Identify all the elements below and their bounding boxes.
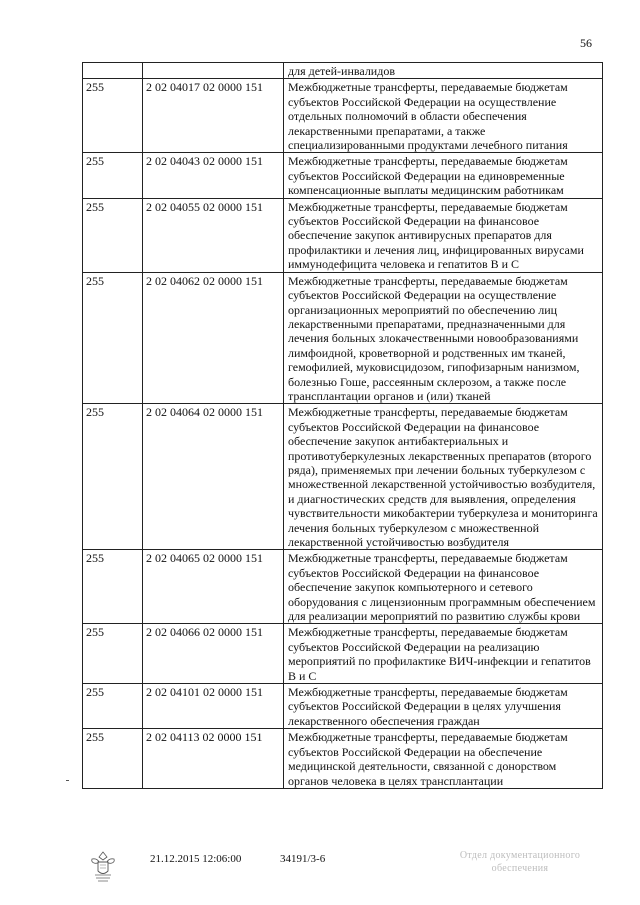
admin-code-cell: 255 [83, 79, 143, 153]
table-row [83, 404, 603, 550]
description-cell: для детей-инвалидов [284, 63, 603, 79]
kbk-code-cell: 2 02 04055 02 0000 151 [143, 198, 284, 272]
document-datetime: 21.12.2015 12:06:00 [150, 853, 242, 865]
description-cell: Межбюджетные трансферты, передаваемые бюджетам субъектов Российской Федерации на единовременные компенсационные выплаты медицинским работникам [284, 153, 603, 198]
budget-classification-table [82, 62, 603, 789]
department-stamp [440, 849, 600, 875]
kbk-code-cell [143, 63, 284, 79]
document-footer [0, 849, 640, 889]
admin-code-cell: 255 [83, 272, 143, 404]
page-number: 56 [580, 36, 592, 50]
admin-code-cell: 255 [83, 153, 143, 198]
kbk-code-cell: 2 02 04017 02 0000 151 [143, 79, 284, 153]
admin-code-cell [83, 63, 143, 79]
margin-tick-mark [66, 780, 69, 781]
admin-code-cell: 255 [83, 198, 143, 272]
admin-code-cell: 255 [83, 729, 143, 789]
department-line: Отдел документационного [459, 850, 581, 861]
description-cell: Межбюджетные трансферты, передаваемые бюджетам субъектов Российской Федерации на финансовое обеспечение закупок антибактериальных и противотуберкулезных лекарственных препаратов (второго ряда), применяемых при лечении больных туберкулезом с множественной лекарственной устойчивостью возбудителя, и диагностических средств для выявления, определения чувствительности микобактерии туберкулеза и мониторинга лечения больных туберкулезом с множественной лекарственной устойчивостью возбудителя [284, 404, 603, 550]
table-row [83, 624, 603, 684]
description-cell: Межбюджетные трансферты, передаваемые бюджетам субъектов Российской Федерации на финансовое обеспечение закупок антивирусных препаратов для профилактики и лечения лиц, инфицированных вирусами иммунодефицита человека и гепатитов В и С [284, 198, 603, 272]
kbk-code-cell: 2 02 04043 02 0000 151 [143, 153, 284, 198]
table-row [83, 153, 603, 198]
description-cell: Межбюджетные трансферты, передаваемые бюджетам субъектов Российской Федерации на реализацию мероприятий по профилактике ВИЧ-инфекции и гепатитов В и С [284, 624, 603, 684]
table-row [83, 198, 603, 272]
table-row [83, 272, 603, 404]
description-cell: Межбюджетные трансферты, передаваемые бюджетам субъектов Российской Федерации на осуществление организационных мероприятий по обеспечению лиц лекарственными препаратами, предназначенными для лечения больных злокачественными новообразованиями лимфоидной, кроветворной и родственных им тканей, гемофилией, муковисцидозом, гипофизарным нанизмом, болезнью Гоше, рассеянным склерозом, а также после трансплантации органов и (или) тканей [284, 272, 603, 404]
kbk-code-cell: 2 02 04066 02 0000 151 [143, 624, 284, 684]
description-cell: Межбюджетные трансферты, передаваемые бюджетам субъектов Российской Федерации на осуществление отдельных полномочий в области обеспечения лекарственными препаратами, а также специализированными продуктами лечебного питания [284, 79, 603, 153]
admin-code-cell: 255 [83, 550, 143, 624]
kbk-code-cell: 2 02 04065 02 0000 151 [143, 550, 284, 624]
document-number: 34191/3-6 [280, 853, 326, 865]
admin-code-cell: 255 [83, 624, 143, 684]
coat-of-arms-icon [86, 849, 120, 883]
table-row [83, 729, 603, 789]
description-cell: Межбюджетные трансферты, передаваемые бюджетам субъектов Российской Федерации в целях улучшения лекарственного обеспечения граждан [284, 684, 603, 729]
kbk-code-cell: 2 02 04101 02 0000 151 [143, 684, 284, 729]
department-line: обеспечения [491, 863, 549, 874]
kbk-code-cell: 2 02 04064 02 0000 151 [143, 404, 284, 550]
description-cell: Межбюджетные трансферты, передаваемые бюджетам субъектов Российской Федерации на обеспечение медицинской деятельности, связанной с донорством органов человека в целях трансплантации [284, 729, 603, 789]
kbk-code-cell: 2 02 04113 02 0000 151 [143, 729, 284, 789]
description-cell: Межбюджетные трансферты, передаваемые бюджетам субъектов Российской Федерации на финансовое обеспечение закупок компьютерного и сетевого оборудования с лицензионным программным обеспечением для реализации мероприятий по развитию службы крови [284, 550, 603, 624]
table-row [83, 63, 603, 79]
table-row [83, 684, 603, 729]
admin-code-cell: 255 [83, 404, 143, 550]
kbk-code-cell: 2 02 04062 02 0000 151 [143, 272, 284, 404]
table-row [83, 550, 603, 624]
admin-code-cell: 255 [83, 684, 143, 729]
table-row [83, 79, 603, 153]
